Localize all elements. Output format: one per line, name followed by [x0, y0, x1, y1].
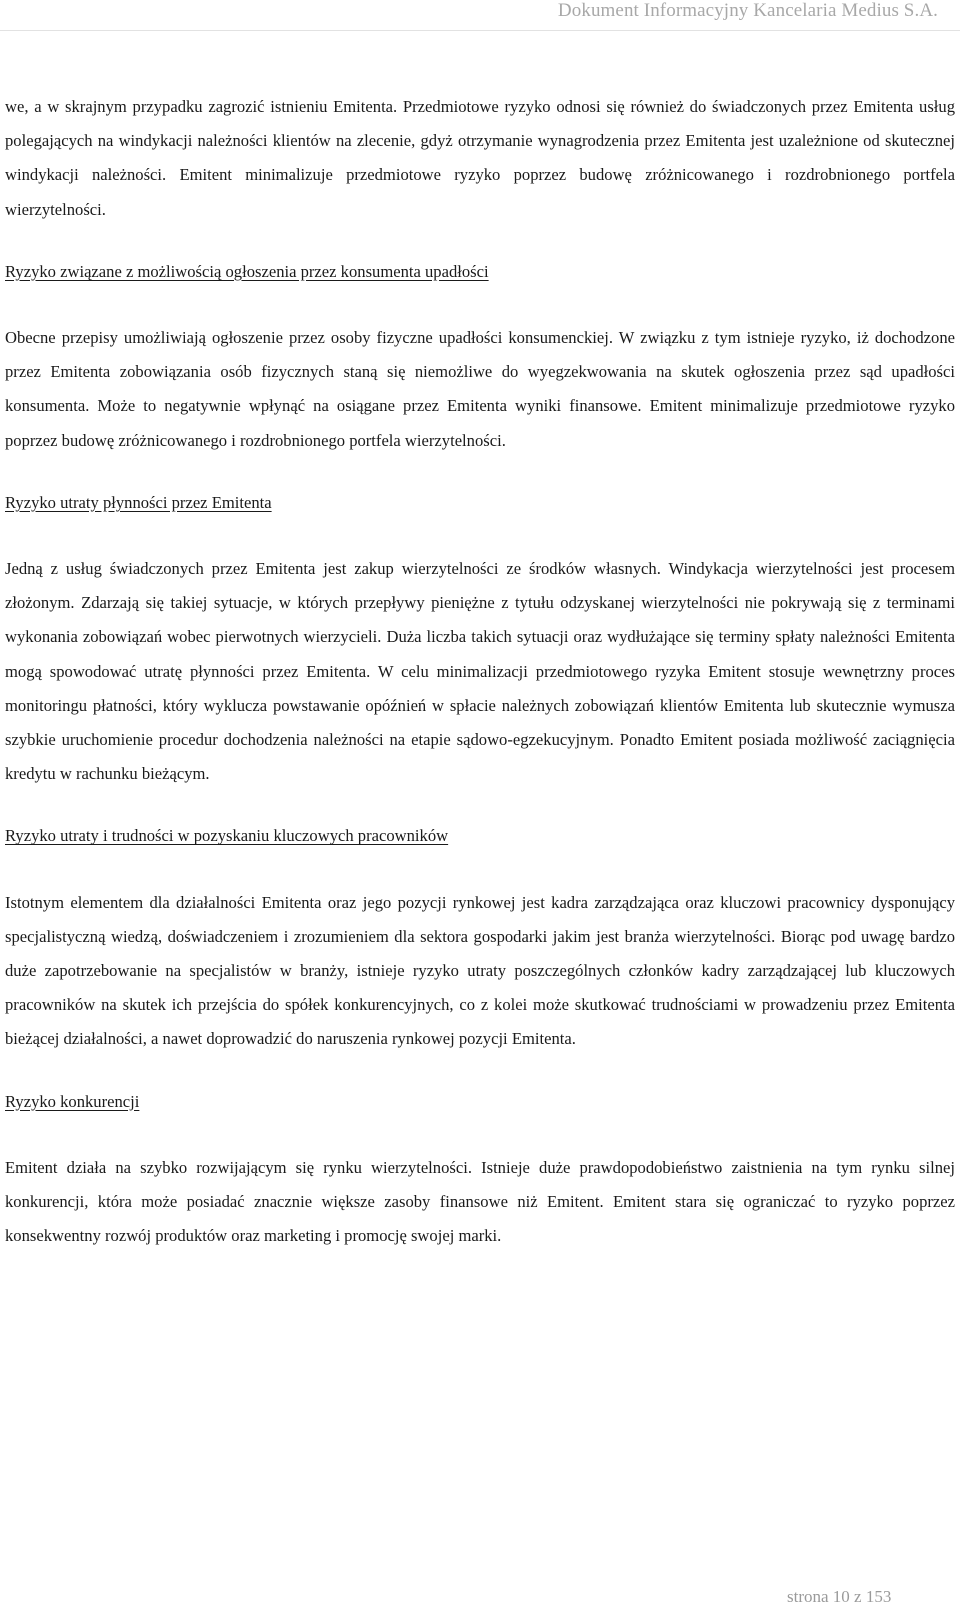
header-divider — [0, 30, 960, 31]
section-heading-key-employees: Ryzyko utraty i trudności w pozyskaniu kluczowych pracowników — [5, 826, 449, 846]
page-number: strona 10 z 153 — [787, 1587, 892, 1606]
paragraph-competition: Emitent działa na szybko rozwijającym się rynku wierzytelności. Istnieje duże prawdopodobieństwo zaistnienia na tym rynku silnej konkurencji, która może posiadać znacznie większe zasoby finansowe niż Emitent. Emitent stara się ograniczać to ryzyko poprzez konsekwentny rozwój produktów oraz marketing i promocję swojej marki. — [5, 1157, 955, 1246]
document-header-title: Dokument Informacyjny Kancelaria Medius S.A. — [557, 0, 938, 21]
paragraph-liquidity: Jedną z usług świadczonych przez Emitenta jest zakup wierzytelności ze środków własnych. Windykacja wierzytelności jest procesem złożonym. Zdarzają się takiej sytuacje, w których przepływy pieniężne z tytułu odzyskanej wierzytelności nie pokrywają się z terminami wykonania zobowiązań wobec pierwotnych wierzycieli. Duża liczba takich sytuacji oraz wydłużające się terminy spłaty należności Emitenta mogą spowodować utratę płynności przez Emitenta. W celu minimalizacji przedmiotowego ryzyka Emitent stosuje wewnętrzny proces monitoringu płatności, który wyklucza powstawanie opóźnień w spłacie należnych zobowiązań klientów Emitenta lub skutecznie wymusza szybkie uruchomienie procedur dochodzenia należności na etapie sądowo-egzekucyjnym. Ponadto Emitent posiada możliwość zaciągnięcia kredytu w rachunku bieżącym. — [5, 559, 955, 784]
document-body — [5, 90, 955, 1253]
section-heading-liquidity: Ryzyko utraty płynności przez Emitenta — [5, 492, 272, 512]
paragraph-key-employees: Istotnym elementem dla działalności Emitenta oraz jego pozycji rynkowej jest kadra zarządzająca oraz kluczowi pracownicy dysponujący specjalistyczną wiedzą, doświadczeniem i zrozumieniem dla sektora gospodarki jakim jest branża wierzytelności. Biorąc pod uwagę bardzo duże zapotrzebowanie na specjalistów w branży, istnieje ryzyko utraty poszczególnych członków kadry zarządzającej lub kluczowych pracowników na skutek ich przejścia do spółek konkurencyjnych, co z kolei może skutkować trudnościami w prowadzeniu przez Emitenta bieżącej działalności, a nawet doprowadzić do naruszenia rynkowej pozycji Emitenta. — [5, 892, 955, 1049]
section-heading-competition: Ryzyko konkurencji — [5, 1091, 140, 1111]
paragraph-consumer-bankruptcy: Obecne przepisy umożliwiają ogłoszenie przez osoby fizyczne upadłości konsumenckiej. W związku z tym istnieje ryzyko, iż dochodzone przez Emitenta zobowiązania osób fizycznych staną się niemożliwe do wyegzekwowania na skutek ogłoszenia przez sąd upadłości konsumenta. Może to negatywnie wpłynąć na osiągane przez Emitenta wyniki finansowe. Emitent minimalizuje przedmiotowe ryzyko poprzez budowę zróżnicowanego i rozdrobnionego portfela wierzytelności. — [5, 328, 955, 450]
paragraph-continuation: we, a w skrajnym przypadku zagrozić istnieniu Emitenta. Przedmiotowe ryzyko odnosi się również do świadczonych przez Emitenta usług polegających na windykacji należności klientów na zlecenie, gdyż otrzymanie wynagrodzenia przez Emitenta jest uzależnione od skutecznej windykacji należności. Emitent minimalizuje przedmiotowe ryzyko poprzez budowę zróżnicowanego i rozdrobnionego portfela wierzytelności. — [5, 97, 955, 219]
section-heading-consumer-bankruptcy: Ryzyko związane z możliwością ogłoszenia przez konsumenta upadłości — [5, 261, 489, 281]
